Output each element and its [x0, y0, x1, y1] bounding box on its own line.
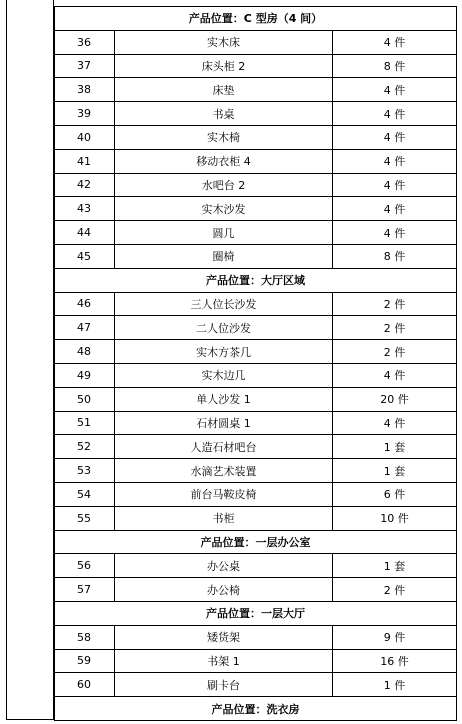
product-name-cell: 水吧台 2	[115, 173, 333, 197]
product-name-cell: 圆几	[115, 221, 333, 245]
table-row	[55, 316, 457, 340]
item-number-cell: 37	[55, 54, 115, 78]
section-title: 产品位置：一层办公室	[55, 530, 457, 554]
quantity-cell: 10 件	[333, 506, 457, 530]
item-number-cell: 45	[55, 244, 115, 268]
table-row	[55, 292, 457, 316]
quantity-cell: 8 件	[333, 244, 457, 268]
quantity-cell: 4 件	[333, 30, 457, 54]
item-number-cell: 57	[55, 578, 115, 602]
product-name-cell: 实木床	[115, 30, 333, 54]
item-number-cell: 41	[55, 149, 115, 173]
product-name-cell: 书桌	[115, 102, 333, 126]
table-row	[55, 197, 457, 221]
quantity-cell: 4 件	[333, 102, 457, 126]
item-number-cell: 44	[55, 221, 115, 245]
quantity-cell: 1 套	[333, 554, 457, 578]
table-row	[55, 673, 457, 697]
quantity-cell: 1 件	[333, 673, 457, 697]
product-name-cell: 石材圆桌 1	[115, 411, 333, 435]
item-number-cell: 56	[55, 554, 115, 578]
item-number-cell: 52	[55, 435, 115, 459]
table-row	[55, 102, 457, 126]
table-row	[55, 363, 457, 387]
quantity-cell: 1 套	[333, 459, 457, 483]
product-name-cell: 床头柜 2	[115, 54, 333, 78]
section-header-row	[55, 601, 457, 625]
item-number-cell: 47	[55, 316, 115, 340]
table-row	[55, 78, 457, 102]
product-name-cell: 刷卡台	[115, 673, 333, 697]
item-number-cell: 59	[55, 649, 115, 673]
quantity-cell: 16 件	[333, 649, 457, 673]
quantity-cell: 4 件	[333, 197, 457, 221]
product-name-cell: 床垫	[115, 78, 333, 102]
item-number-cell: 54	[55, 482, 115, 506]
product-name-cell: 办公桌	[115, 554, 333, 578]
quantity-cell: 4 件	[333, 173, 457, 197]
product-name-cell: 矮货架	[115, 625, 333, 649]
product-name-cell: 水滴艺术装置	[115, 459, 333, 483]
quantity-cell: 2 件	[333, 316, 457, 340]
quantity-cell: 9 件	[333, 625, 457, 649]
item-number-cell: 49	[55, 363, 115, 387]
left-margin-column	[6, 0, 54, 720]
item-number-cell: 38	[55, 78, 115, 102]
product-name-cell: 实木方茶几	[115, 340, 333, 364]
product-name-cell: 实木椅	[115, 125, 333, 149]
table-row	[55, 554, 457, 578]
table-row	[55, 54, 457, 78]
item-number-cell: 43	[55, 197, 115, 221]
product-name-cell: 实木沙发	[115, 197, 333, 221]
quantity-cell: 6 件	[333, 482, 457, 506]
quantity-cell: 2 件	[333, 578, 457, 602]
product-name-cell: 圈椅	[115, 244, 333, 268]
quantity-cell: 1 套	[333, 435, 457, 459]
table-row	[55, 149, 457, 173]
item-number-cell: 51	[55, 411, 115, 435]
table-row	[55, 482, 457, 506]
section-header-row	[55, 530, 457, 554]
item-number-cell: 58	[55, 625, 115, 649]
item-number-cell: 39	[55, 102, 115, 126]
table-row	[55, 244, 457, 268]
item-number-cell: 42	[55, 173, 115, 197]
table-row	[55, 125, 457, 149]
table-row	[55, 173, 457, 197]
table-row	[55, 30, 457, 54]
quantity-cell: 4 件	[333, 78, 457, 102]
item-number-cell: 48	[55, 340, 115, 364]
item-number-cell: 55	[55, 506, 115, 530]
quantity-cell: 8 件	[333, 54, 457, 78]
quantity-cell: 4 件	[333, 363, 457, 387]
product-name-cell: 移动衣柜 4	[115, 149, 333, 173]
table-row	[55, 221, 457, 245]
item-number-cell: 36	[55, 30, 115, 54]
table-row	[55, 578, 457, 602]
product-name-cell: 书柜	[115, 506, 333, 530]
product-name-cell: 三人位长沙发	[115, 292, 333, 316]
section-title: 产品位置：一层大厅	[55, 601, 457, 625]
product-name-cell: 实木边几	[115, 363, 333, 387]
table-row	[55, 459, 457, 483]
item-number-cell: 53	[55, 459, 115, 483]
quantity-cell: 2 件	[333, 340, 457, 364]
item-number-cell: 40	[55, 125, 115, 149]
quantity-cell: 4 件	[333, 221, 457, 245]
section-title: 产品位置：洗衣房	[55, 697, 457, 721]
table-row	[55, 411, 457, 435]
item-number-cell: 46	[55, 292, 115, 316]
table-row	[55, 387, 457, 411]
product-table	[54, 6, 457, 721]
product-name-cell: 办公椅	[115, 578, 333, 602]
quantity-cell: 4 件	[333, 149, 457, 173]
product-name-cell: 单人沙发 1	[115, 387, 333, 411]
table-row	[55, 435, 457, 459]
section-title: 产品位置：大厅区域	[55, 268, 457, 292]
product-name-cell: 人造石材吧台	[115, 435, 333, 459]
table-row	[55, 340, 457, 364]
quantity-cell: 2 件	[333, 292, 457, 316]
product-name-cell: 二人位沙发	[115, 316, 333, 340]
item-number-cell: 50	[55, 387, 115, 411]
section-title: 产品位置：C 型房（4 间）	[55, 7, 457, 31]
quantity-cell: 20 件	[333, 387, 457, 411]
section-header-row	[55, 697, 457, 721]
product-name-cell: 前台马鞍皮椅	[115, 482, 333, 506]
quantity-cell: 4 件	[333, 125, 457, 149]
table-row	[55, 625, 457, 649]
product-table-body	[55, 7, 457, 721]
product-name-cell: 书架 1	[115, 649, 333, 673]
table-row	[55, 649, 457, 673]
quantity-cell: 4 件	[333, 411, 457, 435]
section-header-row	[55, 7, 457, 31]
section-header-row	[55, 268, 457, 292]
item-number-cell: 60	[55, 673, 115, 697]
table-row	[55, 506, 457, 530]
